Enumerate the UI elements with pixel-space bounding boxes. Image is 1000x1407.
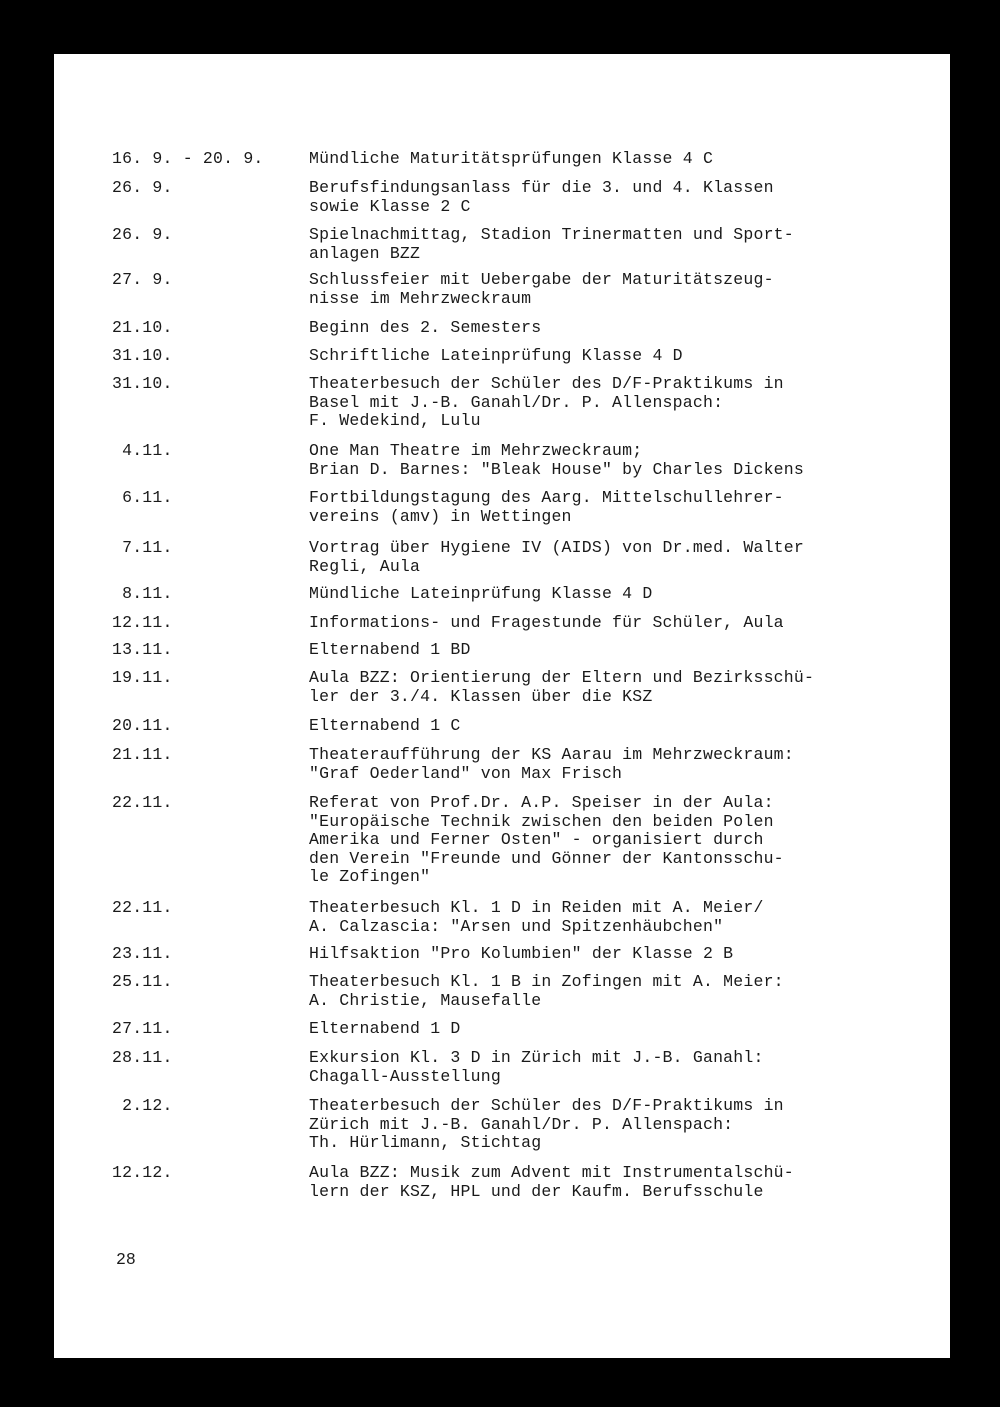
event-description xyxy=(309,669,814,706)
event-line: Aula BZZ: Musik zum Advent mit Instrumentalschü- xyxy=(309,1163,794,1182)
event-description xyxy=(309,489,784,526)
event-line: Berufsfindungsanlass für die 3. und 4. Klassen xyxy=(309,178,774,197)
event-line: Schlussfeier mit Uebergabe der Maturitätszeug- xyxy=(309,270,774,289)
event-date: 27. 9. xyxy=(112,270,173,289)
event-date: 21.10. xyxy=(112,318,173,337)
event-date: 7.11. xyxy=(112,538,173,557)
event-line: Th. Hürlimann, Stichtag xyxy=(309,1133,542,1152)
event-line: Spielnachmittag, Stadion Trinermatten und Sport- xyxy=(309,225,794,244)
event-date: 4.11. xyxy=(112,441,173,460)
event-line: den Verein "Freunde und Gönner der Kantonsschu- xyxy=(309,848,784,868)
event-line: Beginn des 2. Semesters xyxy=(309,318,542,337)
event-line: Basel mit J.-B. Ganahl/Dr. P. Allenspach: xyxy=(309,392,724,412)
event-line: Referat von Prof.Dr. A.P. Speiser in der Aula: xyxy=(309,793,774,812)
event-description xyxy=(309,614,784,633)
event-description xyxy=(309,1164,794,1201)
event-description xyxy=(309,899,764,936)
event-description xyxy=(309,945,733,964)
event-date: 20.11. xyxy=(112,716,173,735)
event-line: One Man Theatre im Mehrzweckraum; xyxy=(309,441,643,460)
event-date: 12.12. xyxy=(112,1163,173,1182)
event-line: Elternabend 1 C xyxy=(309,716,461,735)
event-line: Regli, Aula xyxy=(309,556,421,576)
event-description xyxy=(309,1097,784,1153)
event-description xyxy=(309,746,794,783)
event-date: 31.10. xyxy=(112,374,173,393)
event-line: Elternabend 1 BD xyxy=(309,640,471,659)
event-date: 27.11. xyxy=(112,1019,173,1038)
event-line: Informations- und Fragestunde für Schüler, Aula xyxy=(309,613,784,632)
event-date: 23.11. xyxy=(112,944,173,963)
event-line: Elternabend 1 D xyxy=(309,1019,461,1038)
event-date: 12.11. xyxy=(112,613,173,632)
event-description xyxy=(309,585,652,604)
event-line: F. Wedekind, Lulu xyxy=(309,411,481,430)
event-line: Hilfsaktion "Pro Kolumbien" der Klasse 2 B xyxy=(309,944,734,963)
event-line: Mündliche Lateinprüfung Klasse 4 D xyxy=(309,584,653,603)
event-line: Theaterbesuch Kl. 1 B in Zofingen mit A. Meier: xyxy=(309,972,784,991)
event-date: 2.12. xyxy=(112,1096,173,1115)
event-date: 16. 9. - 20. 9. xyxy=(112,149,264,168)
event-line: Exkursion Kl. 3 D in Zürich mit J.-B. Ganahl: xyxy=(309,1048,764,1067)
event-line: ler der 3./4. Klassen über die KSZ xyxy=(309,686,653,706)
event-description xyxy=(309,973,784,1010)
event-line: Amerika und Ferner Osten" - organisiert durch xyxy=(309,830,764,849)
event-description xyxy=(309,271,774,308)
event-line: Aula BZZ: Orientierung der Eltern und Bezirksschü- xyxy=(309,668,815,687)
event-line: Theaterbesuch der Schüler des D/F-Praktikums in xyxy=(309,374,784,393)
event-date: 22.11. xyxy=(112,793,173,812)
event-date: 26. 9. xyxy=(112,225,173,244)
event-list xyxy=(54,54,950,1254)
event-description xyxy=(309,150,713,169)
event-description xyxy=(309,641,471,660)
event-line: Schriftliche Lateinprüfung Klasse 4 D xyxy=(309,346,683,365)
event-line: Theateraufführung der KS Aarau im Mehrzweckraum: xyxy=(309,745,794,764)
event-description xyxy=(309,226,794,263)
event-description xyxy=(309,794,784,887)
event-date: 6.11. xyxy=(112,488,173,507)
event-line: Theaterbesuch der Schüler des D/F-Praktikums in xyxy=(309,1096,784,1115)
event-line: Vortrag über Hygiene IV (AIDS) von Dr.med. Walter xyxy=(309,538,804,557)
event-description xyxy=(309,347,683,366)
event-line: "Europäische Technik zwischen den beiden Polen xyxy=(309,811,774,831)
event-line: Fortbildungstagung des Aarg. Mittelschullehrer- xyxy=(309,488,784,507)
event-line: A. Calzascia: "Arsen und Spitzenhäubchen" xyxy=(309,916,724,936)
event-line: anlagen BZZ xyxy=(309,243,421,263)
event-description xyxy=(309,1020,461,1039)
event-description xyxy=(309,442,804,479)
event-line: vereins (amv) in Wettingen xyxy=(309,506,572,526)
event-description xyxy=(309,717,461,736)
event-line: "Graf Oederland" von Max Frisch xyxy=(309,763,623,783)
event-date: 8.11. xyxy=(112,584,173,603)
event-date: 13.11. xyxy=(112,640,173,659)
page-number: 28 xyxy=(116,1250,136,1269)
document-page xyxy=(54,54,950,1358)
event-description xyxy=(309,539,804,576)
event-date: 25.11. xyxy=(112,972,173,991)
event-date: 31.10. xyxy=(112,346,173,365)
event-line: le Zofingen" xyxy=(309,867,431,886)
event-line: Chagall-Ausstellung xyxy=(309,1066,501,1086)
event-date: 26. 9. xyxy=(112,178,173,197)
event-line: A. Christie, Mausefalle xyxy=(309,990,542,1010)
event-line: Mündliche Maturitätsprüfungen Klasse 4 C xyxy=(309,149,714,168)
event-line: nisse im Mehrzweckraum xyxy=(309,288,532,308)
event-line: Zürich mit J.-B. Ganahl/Dr. P. Allenspach: xyxy=(309,1114,734,1134)
event-description xyxy=(309,1049,764,1086)
event-line: Theaterbesuch Kl. 1 D in Reiden mit A. Meier/ xyxy=(309,898,764,917)
event-line: Brian D. Barnes: "Bleak House" by Charles Dickens xyxy=(309,459,804,479)
event-date: 21.11. xyxy=(112,745,173,764)
event-date: 28.11. xyxy=(112,1048,173,1067)
event-date: 22.11. xyxy=(112,898,173,917)
event-line: sowie Klasse 2 C xyxy=(309,196,471,216)
event-line: lern der KSZ, HPL und der Kaufm. Berufsschule xyxy=(309,1181,764,1201)
event-description xyxy=(309,319,541,338)
event-date: 19.11. xyxy=(112,668,173,687)
event-description xyxy=(309,375,784,431)
event-description xyxy=(309,179,774,216)
